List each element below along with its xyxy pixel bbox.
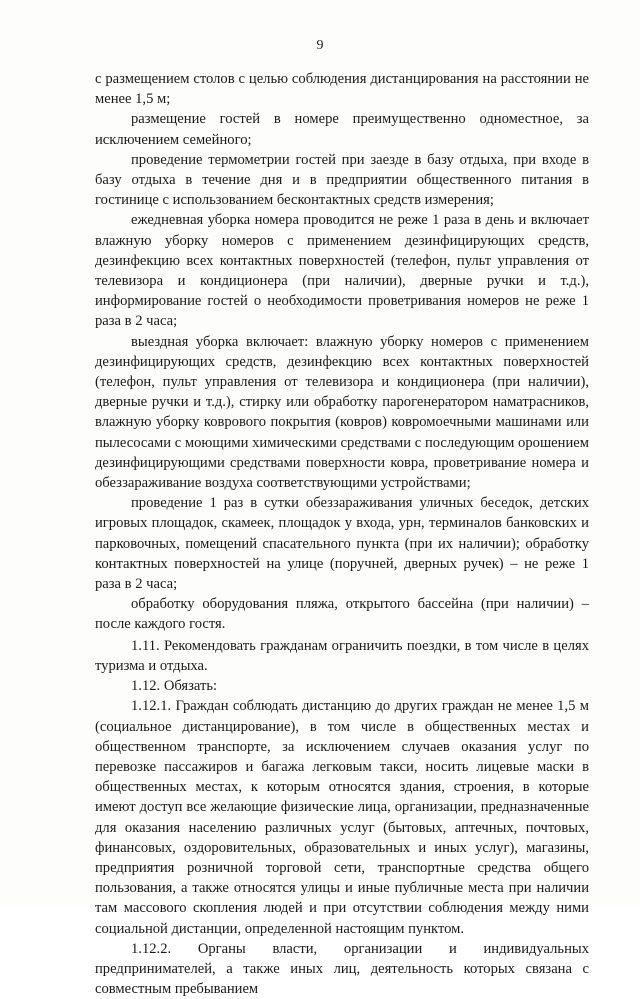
paragraph-1-11: 1.11. Рекомендовать гражданам ограничить поездки, в том числе в целях туризма и отдыха. — [95, 637, 589, 674]
paragraph-thermometry: проведение термометрии гостей при заезде в базу отдыха, при входе в базу отдыха в течение дня и в предприятии общественного питания в гостинице с использованием бесконтактных средств измерения; — [95, 151, 589, 209]
paragraph-guest-placement: размещение гостей в номере преимущественно одноместное, за исключением семейного; — [95, 111, 589, 148]
document-body — [95, 69, 589, 999]
paragraph-outdoor-disinfection: проведение 1 раз в сутки обеззараживания уличных беседок, детских игровых площадок, скамеек, площадок у входа, урн, терминалов банковских и парковочных, помещений спасательного пункта (при их наличии); обработку контактных поверхностей на улице (поручней, дверных ручек) – не реже 1 раза в 2 часа; — [95, 495, 589, 593]
page-number: 9 — [316, 38, 324, 53]
paragraph-1-12: 1.12. Обязать: — [131, 678, 218, 695]
paragraph-daily-cleaning: ежедневная уборка номера проводится не реже 1 раза в день и включает влажную уборку номеров с применением дезинфицирующих средств, дезинфекцию всех контактных поверхностей (телефон, пульт управления от телевизора и кондиционера (при наличии), дверные ручки и т.д.), информирование гостей о необходимости проветривания номеров не реже 1 раза в 2 часа; — [95, 212, 589, 330]
paragraph-beach-pool: обработку оборудования пляжа, открытого бассейна (при наличии) – после каждого гостя. — [95, 596, 589, 633]
paragraph-1-12-1: 1.12.1. Граждан соблюдать дистанцию до других граждан не менее 1,5 м (социальное дистанцирование), в том числе в общественных местах и общественном транспорте, за исключением случаев оказания услуг по перевозке пассажиров и багажа легковым такси, носить лицевые маски в общественных местах, к которым относятся здания, строения, в которые имеют доступ все желающие физические лица, организации, предназначенные для оказания населению различных услуг (бытовых, аптечных, почтовых, финансовых, оздоровительных, образовательных и иных услуг), магазины, предприятия розничной торговой сети, транспортные средства общего пользования, а также относятся улицы и иные публичные места при наличии там массового скопления людей и при отсутствии соблюдения между ними социальной дистанции, определенной настоящим пунктом. — [95, 698, 589, 937]
paragraph-1-12-2: 1.12.2. Органы власти, организации и индивидуальных предпринимателей, а также иных лиц, деятельность которых связана с совместным пребыванием — [95, 940, 589, 998]
paragraph-tables-distance: с размещением столов с целью соблюдения дистанцирования на расстоянии не менее 1,5 м; — [95, 71, 589, 108]
paragraph-checkout-cleaning: выездная уборка включает: влажную уборку номеров с применением дезинфицирующих средств, дезинфекцию всех контактных поверхностей (телефон, пульт управления от телевизора и кондиционера (при наличии), дверные ручки и т.д.), стирку или обработку парогенератором наматрасников, влажную уборку коврового покрытия (ковров) ковромоечными машинами или пылесосами с моющими химическими средствами с последующим орошением дезинфицирующими средствами поверхности ковра, проветривание номера и обеззараживание воздуха соответствующими устройствами; — [95, 333, 589, 492]
